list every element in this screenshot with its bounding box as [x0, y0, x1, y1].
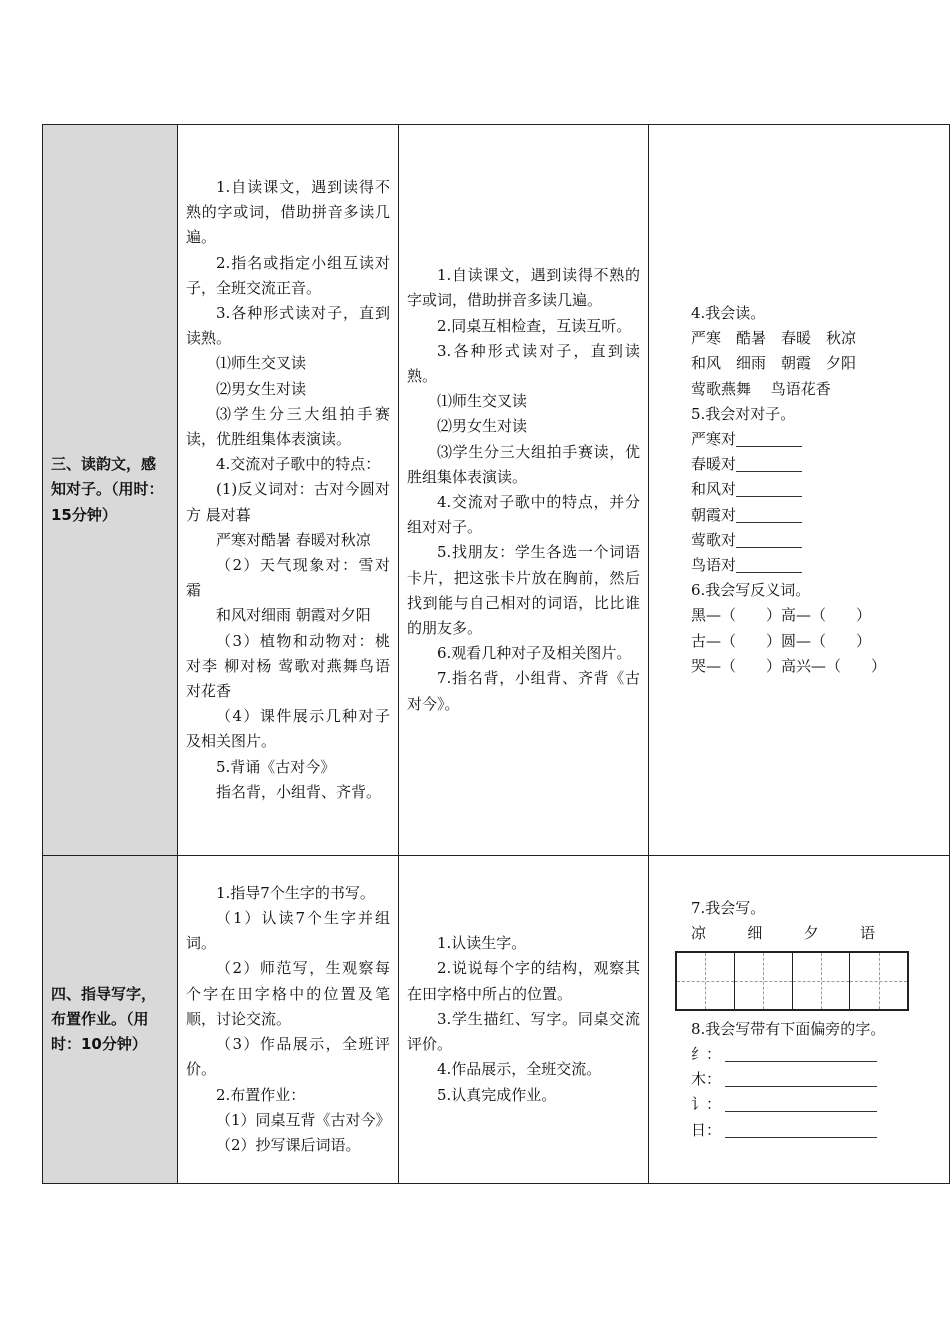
student-activities — [399, 856, 649, 1184]
student-step: ⑴师生交叉读 — [437, 392, 528, 411]
student-step: 2.说说每个字的结构，观察其在田字格中所占的位置。 — [407, 959, 640, 1003]
answer-blank[interactable] — [736, 429, 802, 447]
answer-blank[interactable] — [736, 505, 802, 523]
exercise-title: 6.我会写反义词。 — [691, 581, 811, 600]
teacher-step: （3）植物和动物对：桃对李 柳对杨 莺歌对燕舞鸟语对花香 — [186, 631, 390, 701]
teacher-step: （3）作品展示，全班评价。 — [186, 1035, 390, 1079]
couplet-item: 鸟语对 — [691, 553, 941, 578]
teacher-step: （2）天气现象对：雪对霜 — [186, 556, 390, 600]
exercise-cell — [649, 125, 950, 856]
exercise-title: 5.我会对对子。 — [691, 404, 796, 423]
answer-line[interactable] — [725, 1044, 877, 1062]
teacher-step: （4）课件展示几种对子及相关图片。 — [186, 707, 390, 751]
character-list — [665, 921, 875, 946]
tianzige-cell[interactable] — [677, 953, 735, 1009]
answer-blank[interactable] — [736, 530, 802, 548]
student-step: 5.认真完成作业。 — [437, 1085, 557, 1104]
student-step: 5.找朋友：学生各选一个词语卡片，把这张卡片放在胸前，然后找到能与自己相对的词语，比比谁的朋友多。 — [407, 543, 640, 638]
teacher-step: 1.指导7个生字的书写。 — [216, 883, 375, 902]
stage-label: 三、读韵文，感知对子。（用时：15分钟） — [43, 125, 178, 856]
tianzige-cell[interactable] — [793, 953, 851, 1009]
student-step: 1.自读课文，遇到读得不熟的字或词，借助拼音多读几遍。 — [407, 266, 640, 310]
tianzige-grid[interactable] — [675, 951, 909, 1011]
radical-item: 日： — [665, 1118, 941, 1143]
couplet-item: 严寒对 — [691, 427, 941, 452]
radical-item: 纟： — [665, 1042, 941, 1067]
teacher-step: ⑶学生分三大组拍手赛读，优胜组集体表演读。 — [186, 404, 390, 448]
teacher-step: 和风对细雨 朝霞对夕阳 — [216, 606, 371, 625]
table-row — [43, 856, 950, 1184]
table-row — [43, 125, 950, 856]
teacher-step: 1.自读课文，遇到读得不熟的字或词，借助拼音多读几遍。 — [186, 177, 390, 247]
answer-blank[interactable] — [736, 479, 802, 497]
lesson-plan-table — [42, 124, 950, 1184]
answer-line[interactable] — [725, 1069, 877, 1087]
teacher-step: 3.各种形式读对子，直到读熟。 — [186, 303, 390, 348]
student-activities — [399, 125, 649, 856]
antonym-line: 古—（ ）圆—（ ） — [691, 631, 872, 650]
student-step: 3.学生描红、写字。同桌交流评价。 — [407, 1009, 640, 1054]
teacher-step: 严寒对酷暑 春暖对秋凉 — [216, 530, 371, 549]
radical-item: 木： — [665, 1067, 941, 1092]
teacher-step: （2）抄写课后词语。 — [216, 1135, 361, 1154]
answer-line[interactable] — [725, 1094, 877, 1112]
exercise-line: 和风 细雨 朝霞 夕阳 — [691, 354, 857, 373]
character: 语 — [859, 924, 875, 943]
couplet-item: 春暖对 — [691, 452, 941, 477]
exercise-line: 严寒 酷暑 春暖 秋凉 — [691, 329, 857, 348]
character: 夕 — [803, 924, 819, 943]
tianzige-cell[interactable] — [850, 953, 907, 1009]
exercise-cell — [649, 856, 950, 1184]
answer-line[interactable] — [725, 1120, 877, 1138]
student-step: 1.认读生字。 — [437, 934, 527, 953]
couplet-item: 莺歌对 — [691, 528, 941, 553]
teacher-activities — [178, 856, 399, 1184]
student-step: 6.观看几种对子及相关图片。 — [437, 644, 632, 663]
teacher-step: 2.布置作业： — [216, 1085, 306, 1104]
teacher-step: (1)反义词对：古对今圆对方 晨对暮 — [186, 480, 390, 524]
answer-blank[interactable] — [736, 555, 802, 573]
antonym-line: 黑—（ ）高—（ ） — [691, 606, 872, 625]
radical-item: 讠： — [665, 1092, 941, 1117]
exercise-line: 莺歌燕舞 鸟语花香 — [691, 379, 831, 398]
exercise-title: 7.我会写。 — [691, 899, 766, 918]
student-step: 7.指名背，小组背、齐背《古对今》。 — [407, 669, 640, 713]
student-step: ⑶学生分三大组拍手赛读，优胜组集体表演读。 — [407, 442, 640, 486]
teacher-step: （2）师范写，生观察每个字在田字格中的位置及笔顺，讨论交流。 — [186, 959, 390, 1028]
character: 凉 — [691, 924, 707, 943]
teacher-step: ⑵男女生对读 — [216, 379, 307, 398]
teacher-step: ⑴师生交叉读 — [216, 354, 307, 373]
student-step: 4.交流对子歌中的特点，并分组对对子。 — [407, 493, 640, 537]
student-step: ⑵男女生对读 — [437, 417, 528, 436]
teacher-step: 指名背，小组背、齐背。 — [216, 782, 382, 801]
antonym-line: 哭—（ ）高兴—（ ） — [691, 656, 887, 675]
stage-label: 四、指导写字，布置作业。（用时：10分钟） — [43, 856, 178, 1184]
couplet-item: 和风对 — [691, 477, 941, 502]
teacher-activities — [178, 125, 399, 856]
student-step: 4.作品展示，全班交流。 — [437, 1060, 602, 1079]
student-step: 3.各种形式读对子，直到读熟。 — [407, 341, 640, 385]
answer-blank[interactable] — [736, 454, 802, 472]
student-step: 2.同桌互相检查，互读互听。 — [437, 316, 632, 335]
character: 细 — [747, 924, 763, 943]
couplet-item: 朝霞对 — [691, 503, 941, 528]
teacher-step: 4.交流对子歌中的特点： — [216, 455, 381, 474]
tianzige-cell[interactable] — [735, 953, 793, 1009]
exercise-title: 4.我会读。 — [691, 303, 766, 322]
teacher-step: （1）同桌互背《古对今》 — [216, 1110, 391, 1129]
exercise-title: 8.我会写带有下面偏旁的字。 — [691, 1019, 886, 1038]
teacher-step: 5.背诵《古对今》 — [216, 757, 336, 776]
teacher-step: （1）认读7个生字并组词。 — [186, 909, 390, 953]
teacher-step: 2.指名或指定小组互读对子，全班交流正音。 — [186, 253, 390, 297]
